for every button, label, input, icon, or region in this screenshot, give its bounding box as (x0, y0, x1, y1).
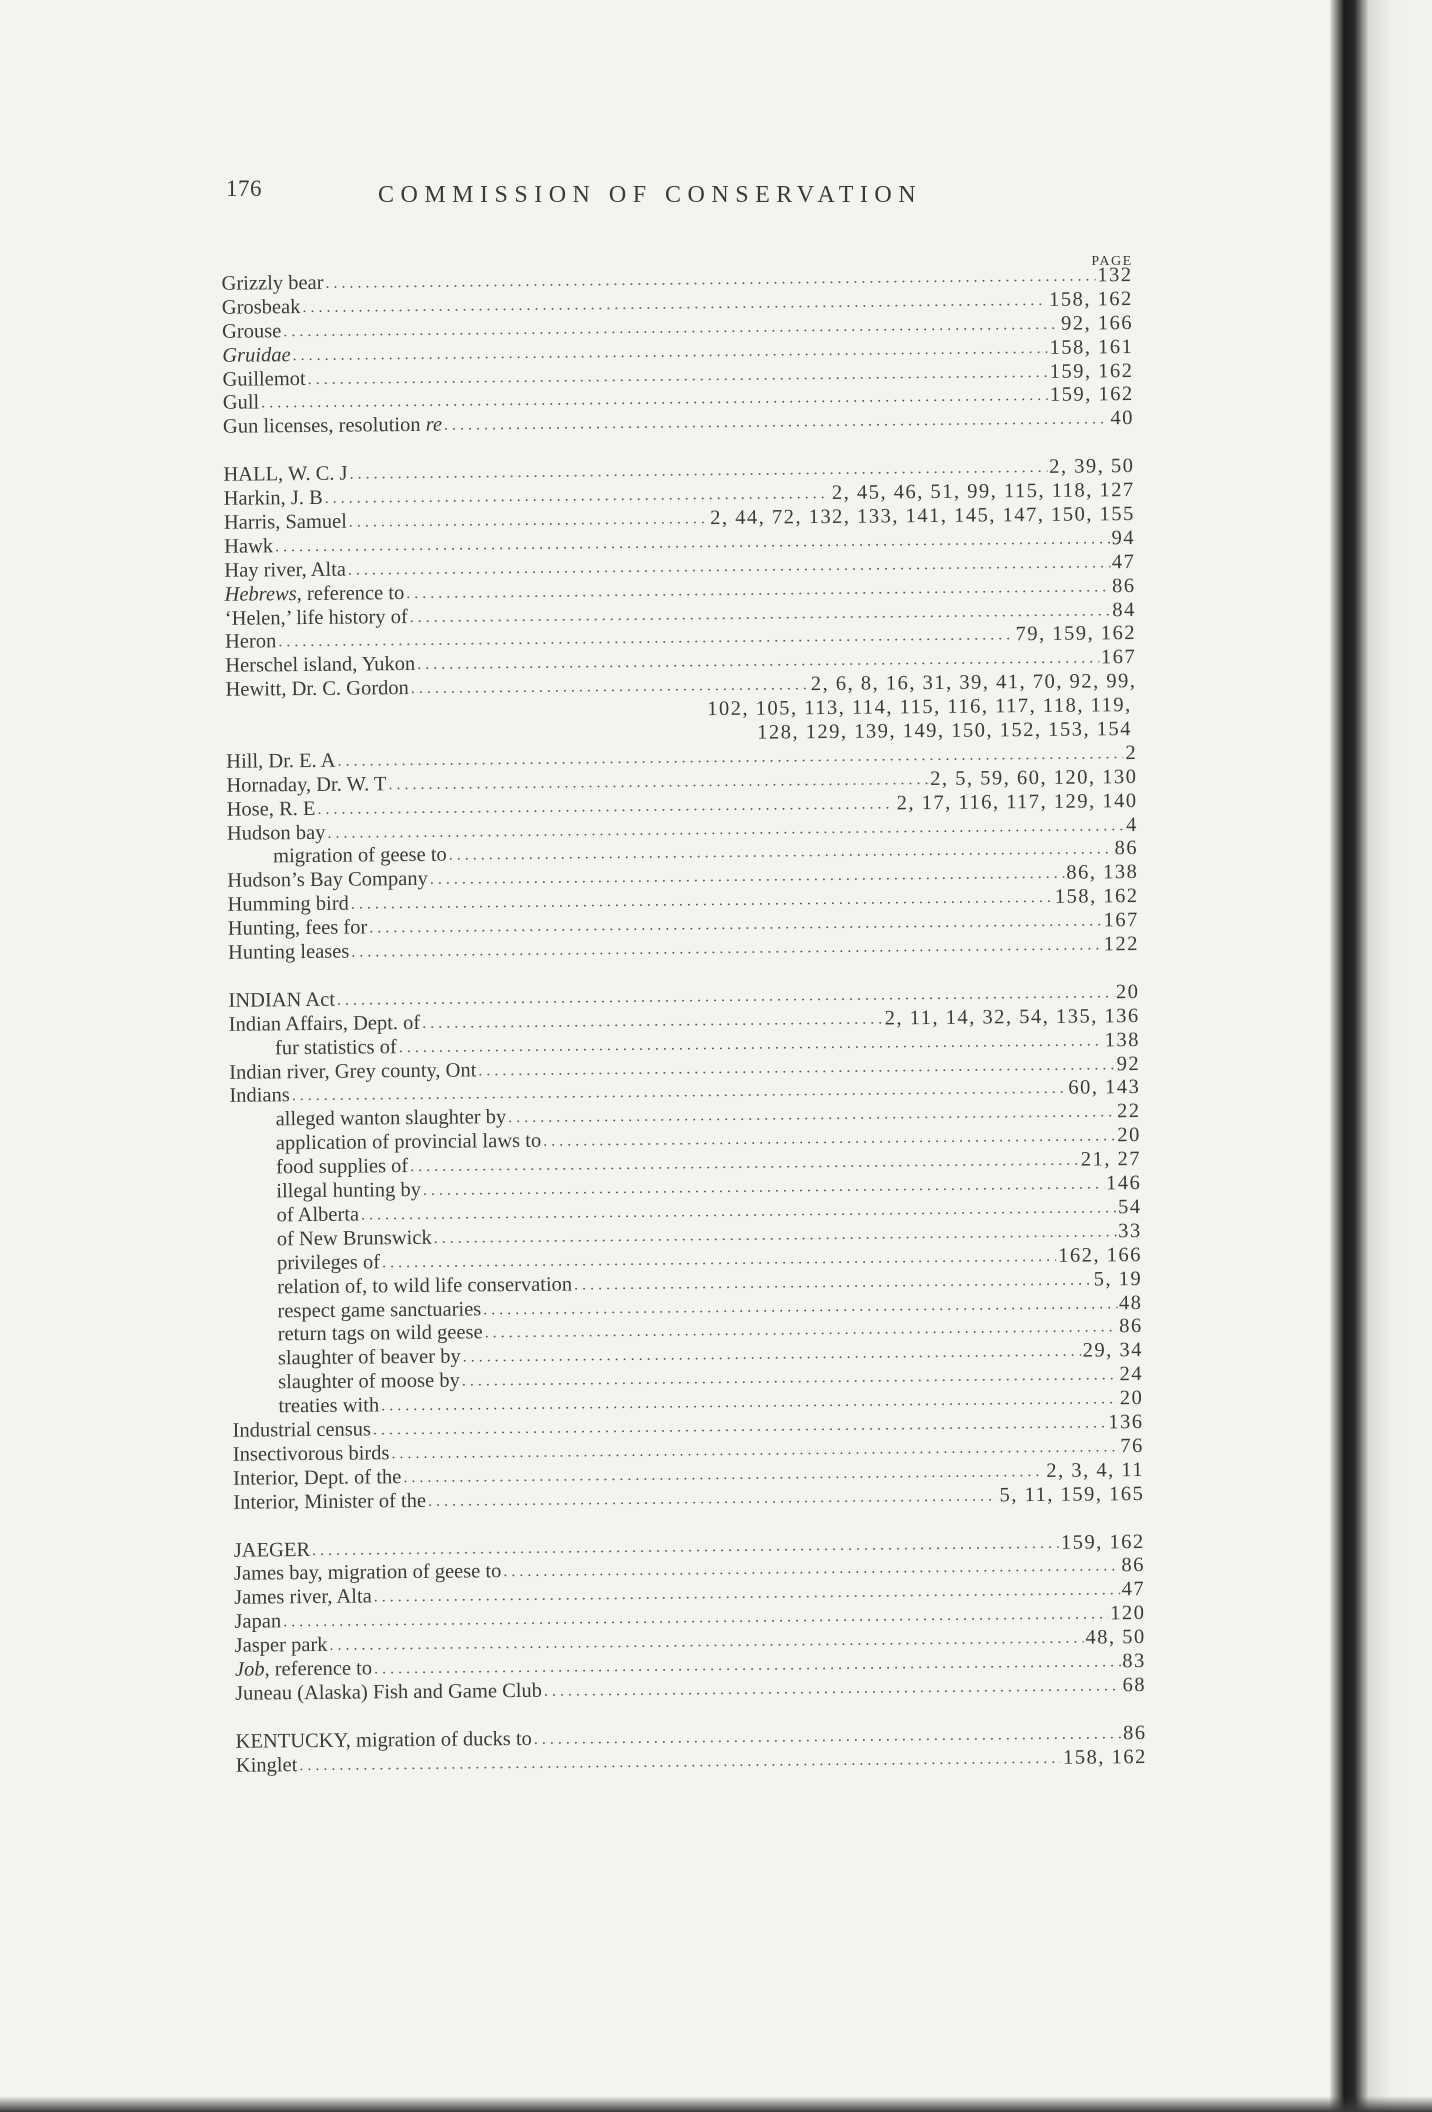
index-term-text: ‘Helen,’ life history of (224, 605, 408, 630)
index-term (224, 535, 273, 559)
index-term (277, 1251, 380, 1276)
index-term-text: food supplies of (275, 1155, 409, 1179)
index-term (273, 844, 447, 870)
index-term (234, 1586, 372, 1611)
page-bottom-shadow (0, 2096, 1432, 2112)
page-references: 158, 162 (1048, 287, 1133, 311)
page-references: 86, 138 (1066, 861, 1139, 885)
page-references: 2, 3, 4, 11 (1046, 1458, 1145, 1482)
page-references: 48, 50 (1085, 1626, 1146, 1649)
index-term (278, 1322, 483, 1348)
page-references: 4 (1125, 813, 1138, 836)
page-references: 79, 159, 162 (1015, 622, 1137, 646)
index-term-suffix: , reference to (296, 581, 405, 605)
index-term-text: application of provincial laws to (275, 1130, 542, 1155)
index-term-text: Juneau (Alaska) Fish and Game Club (235, 1679, 543, 1705)
page-references: 158, 162 (1062, 1745, 1147, 1769)
index-term (222, 344, 291, 369)
index-term-text: respect game sanctuaries (277, 1297, 482, 1322)
dot-leader (444, 408, 1109, 438)
index-term-text: Interior, Dept. of the (232, 1465, 402, 1490)
index-term-text: alleged wanton slaughter by (275, 1106, 507, 1131)
page-references: 86 (1122, 1721, 1147, 1744)
index-term (227, 821, 326, 846)
page-references: 167 (1100, 646, 1137, 669)
index-term-text: Hewitt, Dr. C. Gordon (225, 677, 409, 702)
index-term-text: Hebrews (224, 582, 297, 606)
page-references: 136 (1108, 1410, 1144, 1434)
index-term-text: illegal hunting by (276, 1178, 422, 1203)
page-references: 5, 11, 159, 165 (999, 1482, 1145, 1507)
index-term-text: Hay river, Alta (224, 558, 347, 582)
page-references: 86 (1114, 837, 1139, 860)
page-references: 158, 161 (1049, 335, 1134, 359)
page-references: 138 (1104, 1028, 1141, 1052)
index-term (278, 1394, 379, 1419)
index-term (225, 653, 415, 679)
page-references: 20 (1115, 980, 1140, 1004)
index-term-text: Gruidae (222, 343, 291, 367)
index-term (229, 1085, 290, 1109)
index-term-text: Hawk (224, 535, 274, 558)
index-term-text: Grouse (221, 319, 282, 343)
page-references: 21, 27 (1080, 1148, 1142, 1171)
index-term-text: JAEGER (233, 1538, 311, 1562)
index-term-text: migration of geese to (273, 844, 447, 868)
index-list (0, 261, 1432, 1780)
index-term-text: Gun licenses, resolution (222, 414, 426, 439)
page-references: 146 (1105, 1172, 1142, 1195)
page-references: 2, 39, 50 (1049, 455, 1135, 479)
index-term (277, 1298, 481, 1324)
index-term (228, 917, 368, 942)
index-term-text: Humming bird (227, 892, 349, 917)
index-term-text: Guillemot (222, 367, 306, 391)
index-term-text: Indian river, Grey county, Ont (229, 1058, 477, 1084)
page-references: 2, 44, 72, 132, 133, 141, 145, 147, 150, 155 (710, 503, 1135, 530)
index-term-text: of New Brunswick (276, 1226, 432, 1251)
index-term-text: Hose, R. E (226, 797, 316, 821)
page-references: 86 (1119, 1315, 1143, 1338)
page-references: 120 (1110, 1602, 1146, 1625)
index-term (228, 989, 335, 1014)
page-references: 22 (1116, 1100, 1141, 1123)
page-references: 94 (1111, 526, 1136, 550)
index-term (278, 1346, 461, 1372)
index-term (222, 296, 301, 321)
index-term (236, 1728, 532, 1755)
index-term-text: of Alberta (276, 1203, 360, 1227)
index-term-text: Kinglet (235, 1753, 298, 1777)
index-term-text: fur statistics of (274, 1035, 397, 1060)
index-term (222, 272, 324, 297)
page-references: 76 (1120, 1434, 1144, 1458)
index-term (276, 1130, 542, 1156)
index-term-italic-suffix: re (425, 414, 443, 437)
index-term-text: privileges of (276, 1251, 381, 1275)
page-references: 84 (1112, 598, 1136, 621)
index-term (276, 1155, 408, 1180)
index-term-text: Hornaday, Dr. W. T (226, 773, 387, 797)
page-references: 68 (1122, 1673, 1147, 1697)
page-references: 5, 19 (1093, 1267, 1143, 1291)
index-term-text: return tags on wild geese (277, 1321, 483, 1346)
dot-leader (428, 1484, 998, 1513)
index-term-text: Job (234, 1658, 265, 1681)
index-term-text: Industrial census (232, 1418, 372, 1442)
index-term (225, 606, 408, 632)
index-term (277, 1227, 432, 1252)
page-references: 24 (1119, 1363, 1144, 1386)
index-term-text: Interior, Minister of the (233, 1489, 427, 1514)
index-term (226, 773, 386, 798)
index-term (224, 582, 404, 608)
dot-leader (544, 1674, 1121, 1703)
index-term (223, 414, 442, 440)
index-term-text: Hunting leases (227, 940, 350, 964)
index-term (278, 1370, 460, 1396)
page-references: 20 (1119, 1387, 1144, 1410)
index-term-text: Indian Affairs, Dept. of (228, 1011, 421, 1036)
page-references: 162, 166 (1058, 1243, 1143, 1267)
page-references: 92, 166 (1060, 311, 1134, 335)
page-references: 159, 162 (1060, 1530, 1145, 1554)
index-term-text: James river, Alta (234, 1585, 372, 1610)
page-references: 2, 45, 46, 51, 99, 115, 118, 127 (831, 479, 1135, 505)
page-references: 86 (1121, 1554, 1146, 1577)
index-term-text: Indians (229, 1084, 290, 1108)
index-term (236, 1754, 298, 1778)
index-term (234, 1610, 281, 1634)
index-term-text: Hill, Dr. E. A (226, 749, 336, 773)
page-references: 47 (1111, 550, 1136, 574)
index-term (234, 1561, 502, 1587)
page-references: 167 (1103, 909, 1139, 932)
page-references: 92 (1116, 1052, 1141, 1075)
index-term-text: Insectivorous birds (232, 1442, 390, 1466)
index-term-text: Herschel island, Yukon (225, 653, 416, 678)
page-references: 132 (1097, 264, 1133, 287)
index-term (224, 487, 323, 512)
index-term-text: Grosbeak (221, 295, 301, 319)
page-references: 86 (1111, 574, 1136, 597)
page-column-label: PAGE (1091, 254, 1133, 269)
index-term (227, 868, 428, 894)
index-term (233, 1490, 426, 1516)
page-references: 2, 11, 14, 32, 54, 135, 136 (884, 1004, 1140, 1030)
index-term-text: Japan (234, 1610, 282, 1633)
index-term-text: Harris, Samuel (223, 510, 347, 534)
dot-leader (349, 507, 708, 534)
page-references: 159, 162 (1049, 359, 1134, 383)
index-term (227, 798, 316, 823)
index-term (225, 677, 409, 703)
index-term (277, 1273, 572, 1300)
index-term (227, 893, 349, 918)
index-term (233, 1466, 401, 1492)
index-term (229, 1012, 421, 1038)
index-term (233, 1442, 390, 1467)
page-references: 54 (1117, 1195, 1142, 1219)
index-term-text: Heron (224, 630, 277, 654)
index-term (276, 1179, 421, 1204)
page-references: 2, 5, 59, 60, 120, 130 (930, 765, 1138, 790)
index-term (223, 392, 260, 416)
running-title: COMMISSION OF CONSERVATION (378, 182, 923, 208)
page-header (226, 176, 1126, 216)
index-term-text: Hudson’s Bay Company (227, 868, 428, 893)
index-term (276, 1203, 359, 1228)
page-references: 47 (1121, 1578, 1146, 1601)
index-term (233, 1418, 372, 1443)
index-term-text: KENTUCKY, migration of ducks to (235, 1727, 532, 1753)
index-term (223, 463, 347, 488)
page-references: 2, 17, 116, 117, 129, 140 (896, 789, 1138, 815)
page-references: 60, 143 (1068, 1076, 1141, 1100)
index-term (222, 320, 281, 344)
page-number: 176 (226, 176, 262, 201)
index-term-text: Grizzly bear (221, 271, 324, 295)
index-term-text: HALL, W. C. J (223, 462, 348, 487)
index-term (235, 1657, 372, 1682)
index-term (275, 1036, 397, 1061)
index-term (226, 750, 336, 775)
page-references: 159, 162 (1049, 383, 1134, 407)
page-references: 2 (1125, 741, 1138, 765)
index-term-text: slaughter of moose by (278, 1369, 460, 1394)
index-term (224, 511, 347, 536)
page-references: 29, 34 (1082, 1339, 1143, 1362)
page-references: 83 (1122, 1649, 1146, 1673)
page-references: 33 (1118, 1219, 1142, 1243)
page-references-continuation: 102, 105, 113, 114, 115, 116, 117, 118, 119, (707, 694, 1132, 721)
index-term (235, 1634, 328, 1659)
index-term-text: Harkin, J. B (223, 486, 323, 510)
index-term-text: Jasper park (234, 1633, 328, 1657)
index-term (229, 1059, 476, 1085)
index-term-text: Hudson bay (226, 821, 326, 845)
index-term-text: slaughter of beaver by (277, 1345, 461, 1370)
index-term-text: relation of, to wild life conservation (277, 1273, 573, 1298)
index-term (224, 558, 346, 583)
index-term (276, 1106, 507, 1132)
index-term (225, 631, 276, 655)
index-term-text: INDIAN Act (228, 988, 336, 1012)
index-term (234, 1539, 311, 1564)
index-term (235, 1680, 542, 1707)
index-term-text: Gull (222, 391, 260, 415)
index-term (222, 368, 305, 393)
index-term-text: James bay, migration of geese to (233, 1560, 502, 1586)
index-term-text: treaties with (278, 1394, 380, 1418)
page-references: 40 (1110, 407, 1135, 430)
index-term (228, 941, 350, 966)
page-references: 48 (1118, 1291, 1143, 1314)
index-term-suffix: , reference to (264, 1657, 373, 1681)
page-references: 158, 162 (1054, 885, 1139, 909)
index-term-text: Hunting, fees for (227, 916, 368, 940)
page-references-continuation: 128, 129, 139, 149, 150, 152, 153, 154 (757, 718, 1133, 744)
page-references: 122 (1103, 933, 1140, 956)
page-references: 2, 6, 8, 16, 31, 39, 41, 70, 92, 99, (810, 670, 1137, 696)
page-references: 20 (1117, 1124, 1141, 1147)
